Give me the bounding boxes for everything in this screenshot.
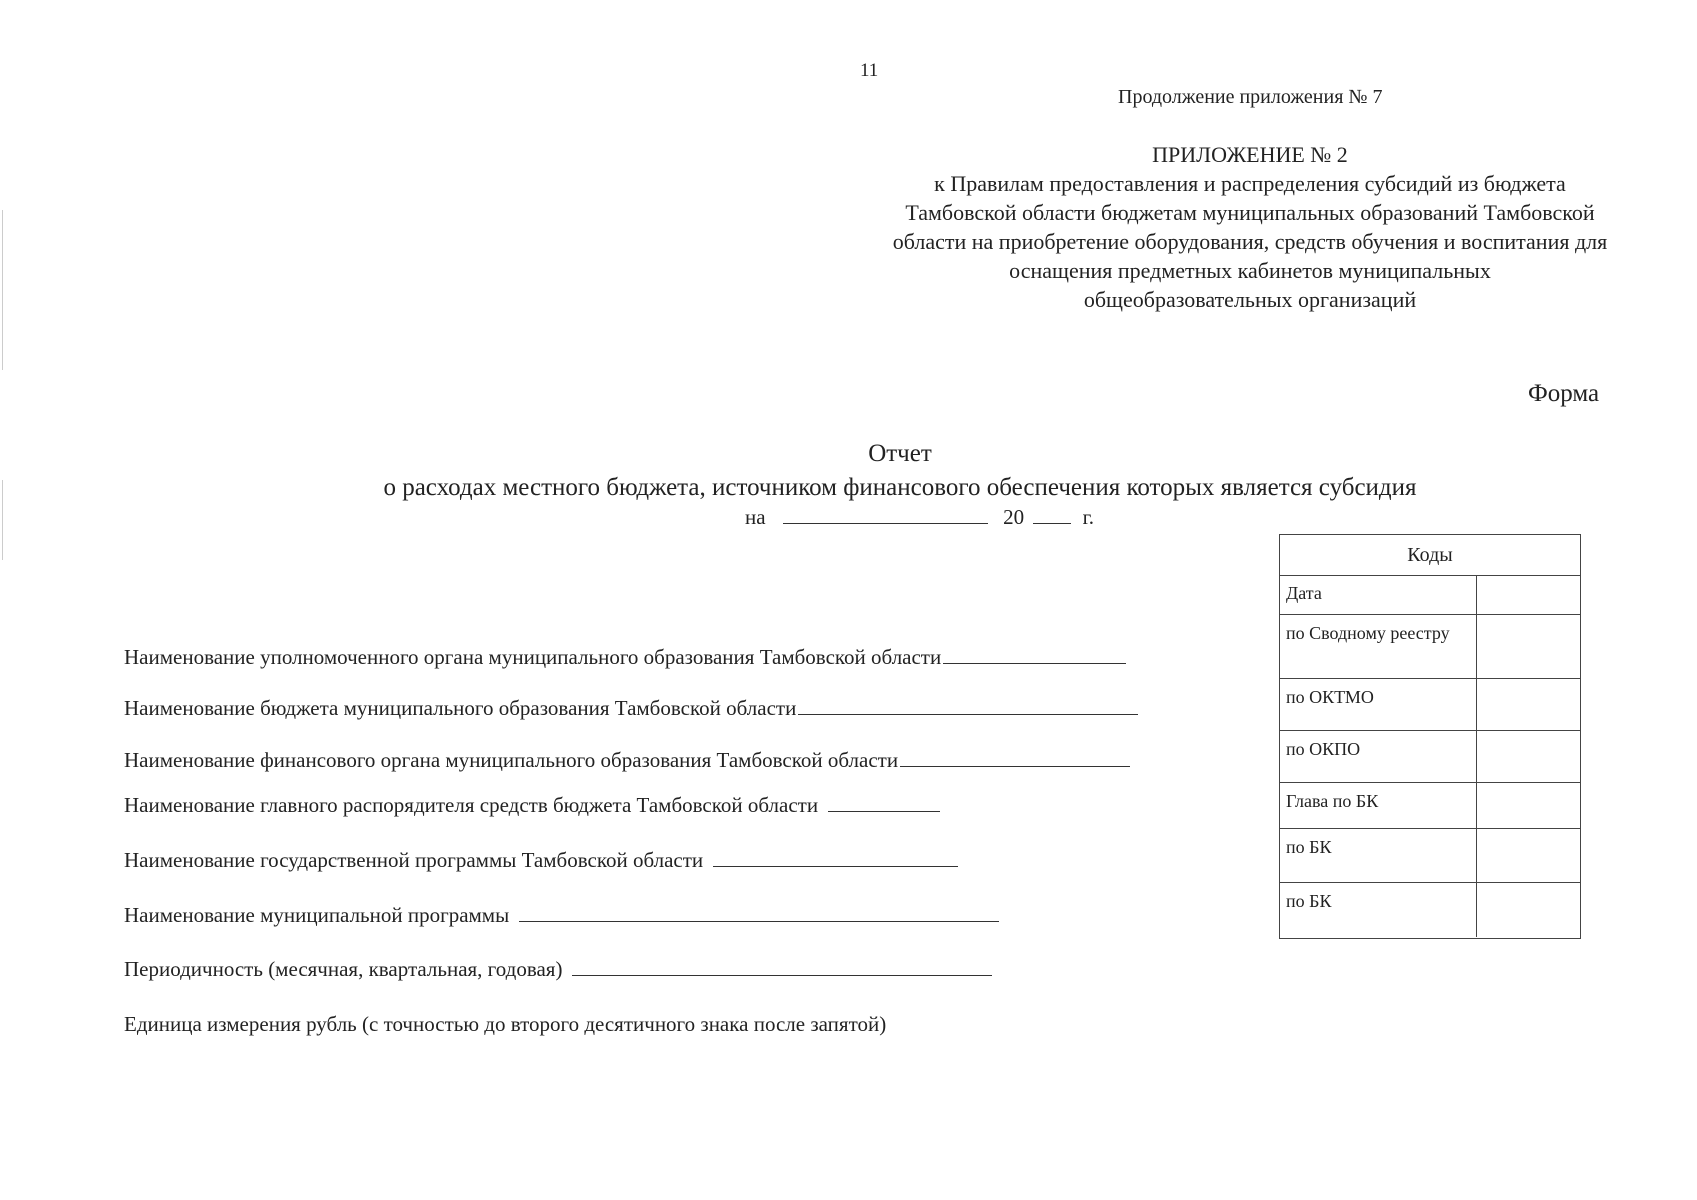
report-subtitle: о расходах местного бюджета, источником финансового обеспечения которых является субсидия [383, 474, 1417, 501]
date-year: 20 [1003, 505, 1025, 529]
code-label: по ОКТМО [1286, 687, 1374, 707]
field-blank[interactable] [943, 645, 1126, 664]
code-value-cell[interactable] [1476, 829, 1580, 882]
code-row-okpo [1280, 731, 1580, 783]
field-blank[interactable] [900, 748, 1130, 767]
field-periodicity [124, 957, 992, 982]
field-label: Наименование уполномоченного органа муниципального образования Тамбовской области [124, 645, 942, 669]
continuation-note: Продолжение приложения № 7 [1118, 86, 1383, 108]
appendix-line: области на приобретение оборудования, средств обучения и воспитания для [892, 229, 1608, 254]
field-chief-administrator [124, 793, 940, 818]
code-label: Глава по БК [1286, 791, 1379, 811]
code-row-date [1280, 575, 1580, 615]
field-blank[interactable] [828, 793, 940, 812]
code-row-chapter-bk [1280, 783, 1580, 829]
field-authorized-body [124, 645, 1126, 670]
date-blank[interactable] [783, 505, 988, 524]
code-value-cell[interactable] [1476, 883, 1580, 937]
code-label: по БК [1286, 837, 1332, 857]
code-label: Дата [1286, 583, 1322, 603]
scan-margin-mark [2, 210, 3, 370]
code-value-cell[interactable] [1476, 783, 1580, 828]
code-row-bk [1280, 883, 1580, 937]
report-title: Отчет [868, 440, 932, 467]
scan-margin-mark [2, 480, 3, 560]
field-blank[interactable] [519, 903, 999, 922]
appendix-line: к Правилам предоставления и распределения субсидий из бюджета [934, 171, 1566, 196]
page-number: 11 [860, 60, 879, 81]
code-row-summary-registry [1280, 615, 1580, 679]
form-label: Форма [1528, 380, 1600, 407]
field-label: Наименование бюджета муниципального образования Тамбовской области [124, 696, 797, 720]
code-label: по ОКПО [1286, 739, 1361, 759]
field-label: Периодичность (месячная, квартальная, годовая) [124, 957, 563, 981]
code-value-cell[interactable] [1476, 679, 1580, 730]
appendix-line: оснащения предметных кабинетов муниципальных [1009, 258, 1491, 283]
code-value-cell[interactable] [1476, 575, 1580, 614]
field-label: Наименование финансового органа муниципального образования Тамбовской области [124, 748, 899, 772]
date-suffix: г. [1082, 505, 1095, 529]
appendix-line: общеобразовательных организаций [1083, 287, 1417, 312]
code-label: по Сводному реестру [1286, 623, 1450, 643]
field-financial-body [124, 748, 1130, 773]
field-label: Наименование муниципальной программы [124, 903, 510, 927]
report-date-line [745, 505, 1094, 530]
field-blank[interactable] [798, 696, 1138, 715]
code-label: по БК [1286, 891, 1332, 911]
code-value-cell[interactable] [1476, 731, 1580, 782]
appendix-line: Тамбовской области бюджетам муниципальных образований Тамбовской [905, 200, 1595, 225]
appendix-title: ПРИЛОЖЕНИЕ № 2 [1152, 142, 1348, 167]
field-blank[interactable] [713, 848, 958, 867]
field-label: Наименование государственной программы Тамбовской области [124, 848, 704, 872]
code-value-cell[interactable] [1476, 615, 1580, 678]
field-municipal-program [124, 903, 999, 928]
codes-table [1279, 534, 1581, 939]
year-blank[interactable] [1033, 505, 1071, 524]
unit-of-measure: Единица измерения рубль (с точностью до второго десятичного знака после запятой) [124, 1012, 887, 1036]
field-budget-name [124, 696, 1138, 721]
field-label: Наименование главного распорядителя средств бюджета Тамбовской области [124, 793, 819, 817]
appendix-header [855, 140, 1645, 314]
field-state-program [124, 848, 958, 873]
date-prefix: на [745, 505, 766, 529]
field-blank[interactable] [572, 957, 992, 976]
codes-header: Коды [1280, 535, 1580, 576]
code-row-oktmo [1280, 679, 1580, 731]
code-row-bk [1280, 829, 1580, 883]
